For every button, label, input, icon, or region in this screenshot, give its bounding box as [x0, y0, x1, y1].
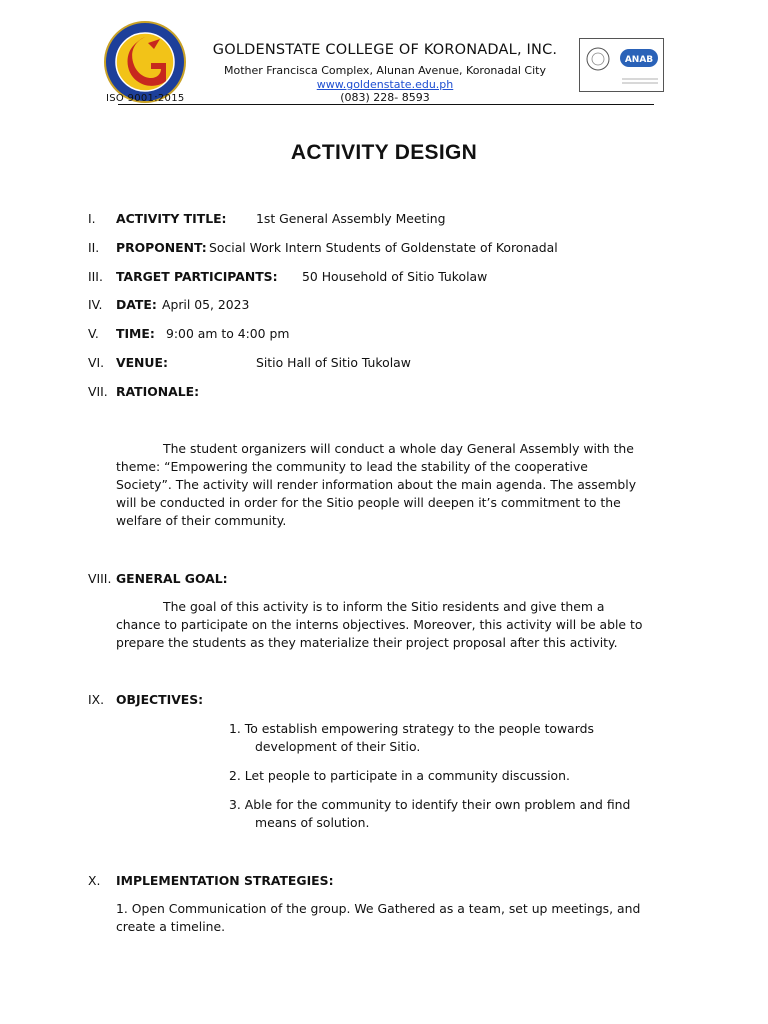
section-num: III.: [88, 269, 103, 284]
section-label: DATE:: [116, 297, 157, 312]
objective-line: development of their Sitio.: [255, 739, 421, 754]
header-divider: [118, 104, 654, 105]
section-value: Social Work Intern Students of Goldenstate of Koronadal: [209, 240, 558, 255]
section-label: TARGET PARTICIPANTS:: [116, 269, 278, 284]
college-seal-logo: [104, 21, 186, 103]
section-label: IMPLEMENTATION STRATEGIES:: [116, 873, 334, 888]
certification-badge: [579, 38, 664, 92]
svg-text:ANAB: ANAB: [624, 55, 654, 65]
objective-line: means of solution.: [255, 815, 370, 830]
section-num: X.: [88, 873, 101, 888]
paragraph-line: chance to participate on the interns objectives. Moreover, this activity will be able to: [116, 617, 643, 632]
section-num: VIII.: [88, 571, 112, 586]
section-num: I.: [88, 211, 96, 226]
rationale-paragraph: [116, 440, 656, 530]
paragraph-line: theme: “Empowering the community to lead the stability of the cooperative: [116, 459, 588, 474]
section-value: 50 Household of Sitio Tukolaw: [302, 269, 488, 284]
section-value: 9:00 am to 4:00 pm: [166, 326, 290, 341]
section-label: PROPONENT:: [116, 240, 207, 255]
paragraph-line: welfare of their community.: [116, 513, 287, 528]
objective-item: [229, 720, 594, 756]
objective-line: 3. Able for the community to identify their own problem and find: [229, 797, 631, 812]
section-num: V.: [88, 326, 99, 341]
institution-website-link[interactable]: www.goldenstate.edu.ph: [316, 78, 454, 91]
strategy-item: [116, 900, 676, 936]
section-value: 1st General Assembly Meeting: [256, 211, 446, 226]
paragraph-line: The goal of this activity is to inform the Sitio residents and give them a: [163, 599, 605, 614]
institution-name: GOLDENSTATE COLLEGE OF KORONADAL, INC.: [212, 42, 558, 58]
objective-line: 1. To establish empowering strategy to the people towards: [229, 721, 594, 736]
section-num: IX.: [88, 692, 105, 707]
section-label: OBJECTIVES:: [116, 692, 204, 707]
institution-address: Mother Francisca Complex, Alunan Avenue, Koronadal City: [224, 64, 546, 77]
paragraph-line: Society”. The activity will render information about the main agenda. The assembly: [116, 477, 637, 492]
paragraph-line: prepare the students as they materialize their project proposal after this activity.: [116, 635, 618, 650]
section-label: RATIONALE:: [116, 384, 200, 399]
iso-label: ISO 9001:2015: [106, 93, 185, 104]
section-label: ACTIVITY TITLE:: [116, 211, 227, 226]
section-num: II.: [88, 240, 100, 255]
document-title: ACTIVITY DESIGN: [290, 141, 478, 164]
institution-phone: (083) 228- 8593: [340, 91, 430, 104]
paragraph-line: will be conducted in order for the Sitio people will deepen it’s commitment to the: [116, 495, 621, 510]
objective-line: 2. Let people to participate in a community discussion.: [229, 768, 570, 783]
section-label: VENUE:: [116, 355, 168, 370]
objective-item: [229, 796, 630, 832]
general-goal-paragraph: [116, 598, 656, 652]
strategy-line: 1. Open Communication of the group. We Gathered as a team, set up meetings, and: [116, 901, 641, 916]
section-num: IV.: [88, 297, 103, 312]
section-num: VI.: [88, 355, 105, 370]
objective-item: [229, 767, 570, 785]
section-num: VII.: [88, 384, 108, 399]
section-value: Sitio Hall of Sitio Tukolaw: [256, 355, 411, 370]
paragraph-line: The student organizers will conduct a whole day General Assembly with the: [163, 441, 634, 456]
section-label: GENERAL GOAL:: [116, 571, 228, 586]
section-label: TIME:: [116, 326, 155, 341]
section-value: April 05, 2023: [162, 297, 250, 312]
strategy-line: create a timeline.: [116, 919, 226, 934]
